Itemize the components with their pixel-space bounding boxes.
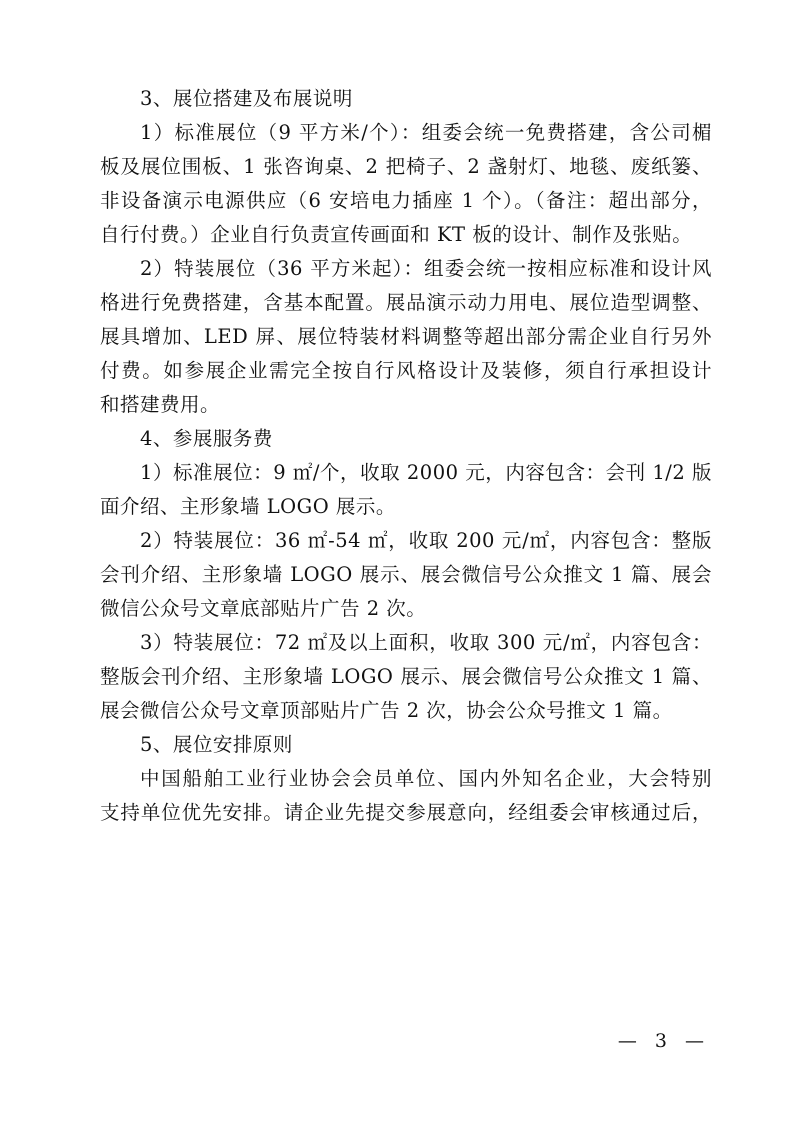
section-heading-4: 4、参展服务费 xyxy=(140,427,273,450)
paragraph-line: 自行付费。）企业自行负责宣传画面和 KT 板的设计、制作及张贴。 xyxy=(100,223,693,246)
page-number: — 3 — xyxy=(617,1030,710,1052)
paragraph-line: 和搭建费用。 xyxy=(100,393,221,416)
paragraph-line: 付费。如参展企业需完全按自行风格设计及装修，须自行承担设计 xyxy=(100,359,712,382)
paragraph-line: 2）特装展位（36 平方米起）：组委会统一按相应标准和设计风 xyxy=(140,257,712,280)
section-heading-3: 3、展位搭建及布展说明 xyxy=(140,87,353,110)
paragraph-line: 微信公众号文章底部贴片广告 2 次。 xyxy=(100,597,427,620)
paragraph-line: 格进行免费搭建，含基本配置。展品演示动力用电、展位造型调整、 xyxy=(100,291,712,314)
paragraph-line: 2）特装展位：36 ㎡-54 ㎡，收取 200 元/㎡，内容包含：整版 xyxy=(140,529,712,552)
section-heading-5: 5、展位安排原则 xyxy=(140,733,293,756)
paragraph-line: 会刊介绍、主形象墙 LOGO 展示、展会微信号公众推文 1 篇、展会 xyxy=(100,563,712,586)
paragraph-line: 支持单位优先安排。请企业先提交参展意向，经组委会审核通过后， xyxy=(100,801,712,824)
paragraph-line: 板及展位围板、1 张咨询桌、2 把椅子、2 盏射灯、地毯、废纸篓、 xyxy=(100,155,712,178)
paragraph-line: 整版会刊介绍、主形象墙 LOGO 展示、展会微信号公众推文 1 篇、 xyxy=(100,665,712,688)
paragraph-line: 展会微信公众号文章顶部贴片广告 2 次，协会公众号推文 1 篇。 xyxy=(100,699,673,722)
paragraph-line: 中国船舶工业行业协会会员单位、国内外知名企业，大会特别 xyxy=(140,767,712,790)
paragraph-line: 非设备演示电源供应（6 安培电力插座 1 个）。（备注：超出部分， xyxy=(100,189,712,212)
paragraph-line: 展具增加、LED 屏、展位特装材料调整等超出部分需企业自行另外 xyxy=(100,325,712,348)
paragraph-line: 1）标准展位：9 ㎡/个，收取 2000 元，内容包含：会刊 1/2 版 xyxy=(140,461,712,484)
paragraph-line: 1）标准展位（9 平方米/个）：组委会统一免费搭建，含公司楣 xyxy=(140,121,712,144)
paragraph-line: 面介绍、主形象墙 LOGO 展示。 xyxy=(100,495,396,518)
document-page xyxy=(100,82,712,830)
paragraph-line: 3）特装展位：72 ㎡及以上面积，收取 300 元/㎡，内容包含： xyxy=(140,631,712,654)
